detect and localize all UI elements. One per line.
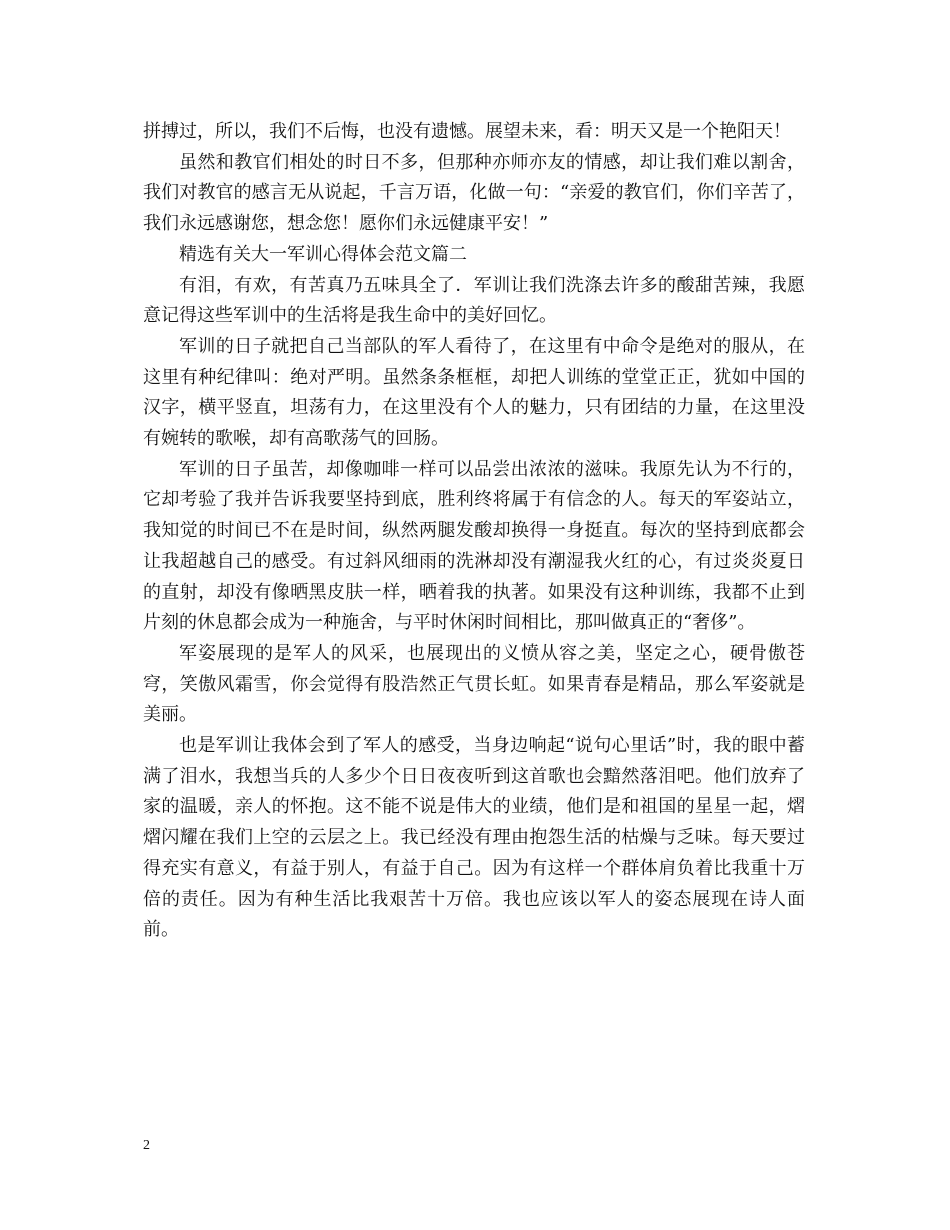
paragraph-1: 拼搏过，所以，我们不后悔，也没有遗憾。展望未来，看：明天又是一个艳阳天！ bbox=[143, 121, 791, 142]
paragraph-7: 也是军训让我体会到了军人的感受，当身边响起“说句心里话”时，我的眼中蓄满了泪水，我想当兵的人多少个日日夜夜听到这首歌也会黯然落泪吧。他们放弃了家的温暖，亲人的怀抱。这不能不说是伟大的业绩，他们是和祖国的星星一起，熠熠闪耀在我们上空的云层之上。我已经没有理由抱怨生活的枯燥与乏味。每天要过得充实有意义，有益于别人，有益于自己。因为有这样一个群体肩负着比我重十万倍的责任。因为有种生活比我艰苦十万倍。我也应该以军人的姿态展现在诗人面前。 bbox=[143, 735, 805, 941]
paragraph-4: 军训的日子就把自己当部队的军人看待了，在这里有中命令是绝对的服从，在这里有种纪律叫：绝对严明。虽然条条框框，却把人训练的堂堂正正，犹如中国的汉字，横平竖直，坦荡有力，在这里没有个人的魅力，只有团结的力量，在这里没有婉转的歌喉，却有高歌荡气的回肠。 bbox=[143, 335, 805, 450]
paragraph-2: 虽然和教官们相处的时日不多，但那种亦师亦友的情感，却让我们难以割舍，我们对教官的感言无从说起，千言万语，化做一句：“亲爱的教官们，你们辛苦了，我们永远感谢您，想念您！愿你们永远健康平安！” bbox=[143, 151, 805, 235]
paragraph-5: 军训的日子虽苦，却像咖啡一样可以品尝出浓浓的滋味。我原先认为不行的，它却考验了我并告诉我要坚持到底，胜利终将属于有信念的人。每天的军姿站立，我知觉的时间已不在是时间，纵然两腿发酸却换得一身挺直。每次的坚持到底都会让我超越自己的感受。有过斜风细雨的洗淋却没有潮湿我火红的心，有过炎炎夏日的直射，却没有像晒黑皮肤一样，晒着我的执著。如果没有这种训练，我都不止到片刻的休息都会成为一种施舍，与平时休闲时间相比，那叫做真正的“奢侈”。 bbox=[143, 458, 805, 634]
page-number: 2 bbox=[143, 1138, 150, 1153]
paragraph-3: 有泪，有欢，有苦真乃五味具全了．军训让我们洗涤去许多的酸甜苦辣，我愿意记得这些军训中的生活将是我生命中的美好回忆。 bbox=[143, 274, 805, 327]
body-text bbox=[143, 117, 805, 946]
section-heading: 精选有关大一军训心得体会范文篇二 bbox=[179, 243, 467, 265]
paragraph-6: 军姿展现的是军人的风采，也展现出的义愤从容之美，坚定之心，硬骨傲苍穹，笑傲风霜雪，你会觉得有股浩然正气贯长虹。如果青春是精品，那么军姿就是美丽。 bbox=[143, 642, 805, 726]
